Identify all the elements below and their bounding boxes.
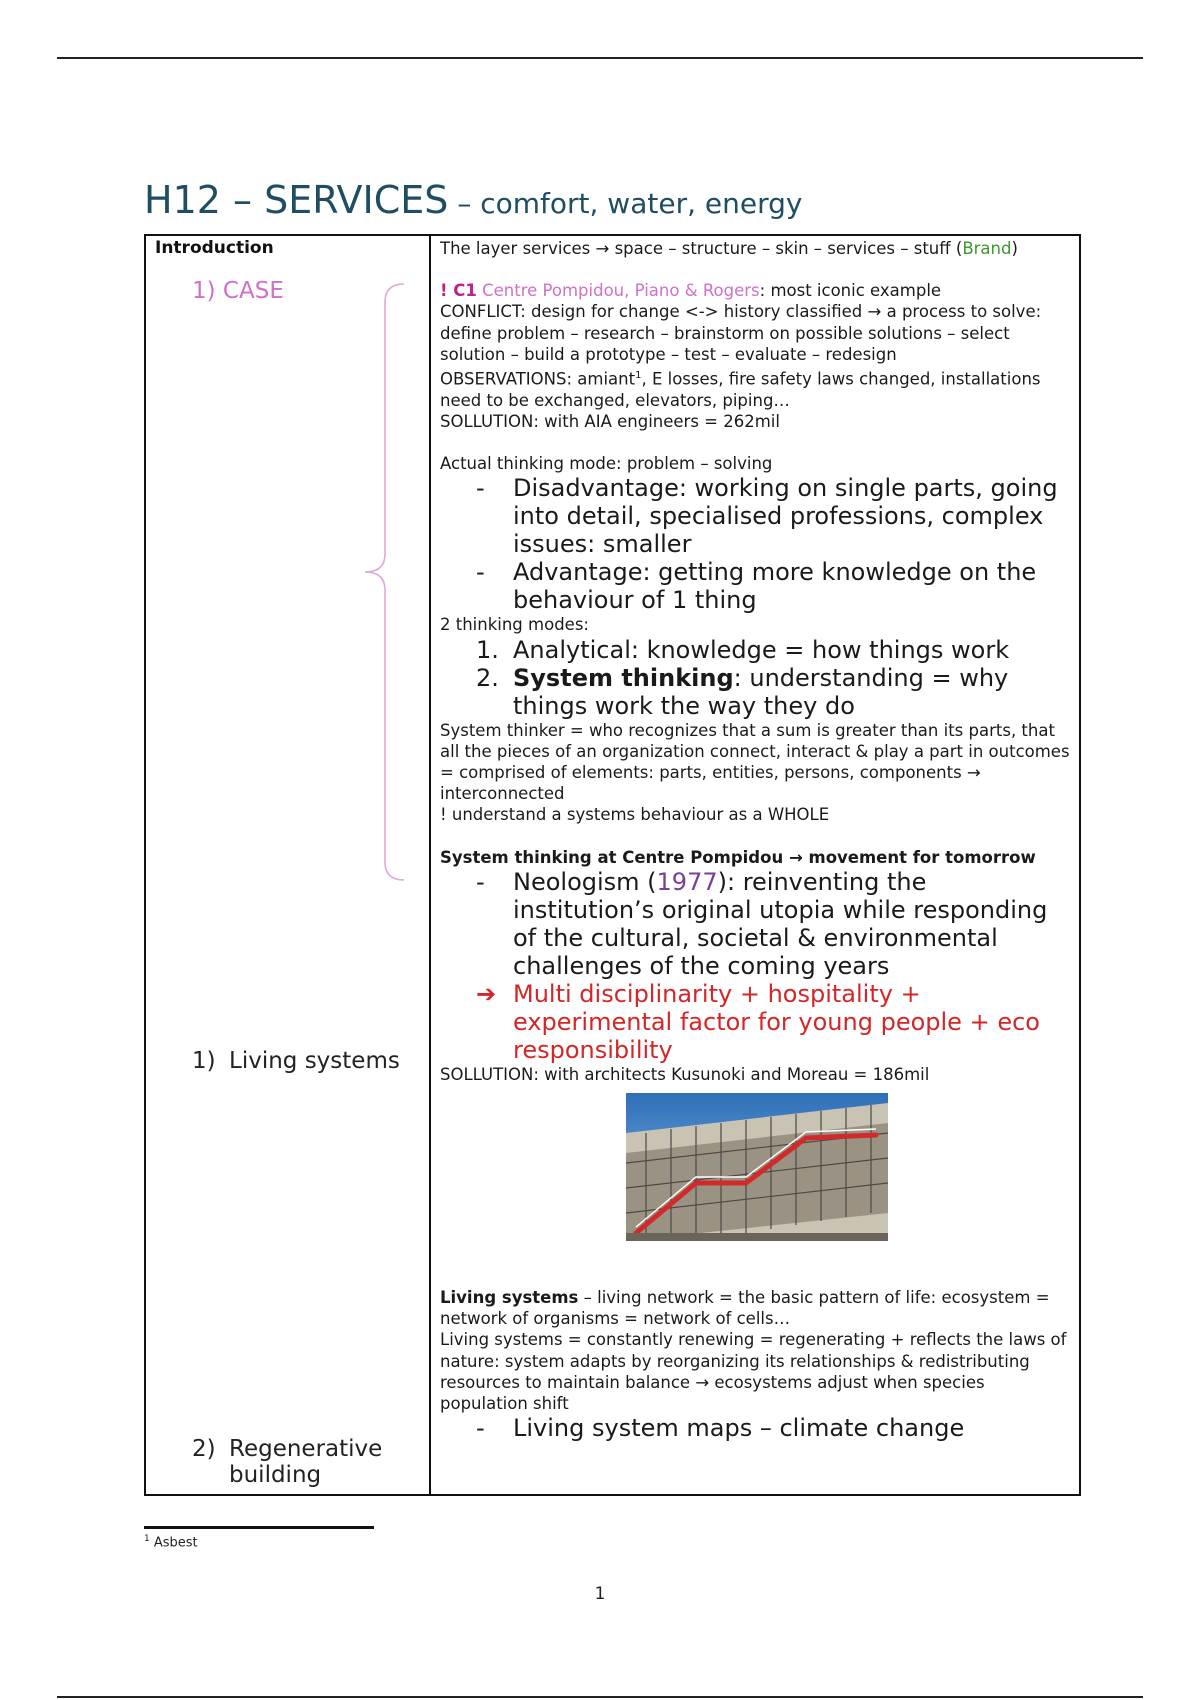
column-divider <box>429 236 431 1494</box>
observations-text <box>440 365 1070 411</box>
layers-text: The layer services → space – structure – skin – services – stuff <box>440 239 951 258</box>
number-1: 1. <box>476 635 499 664</box>
living-systems-paragraph <box>440 1287 1070 1329</box>
dash-bullet: - <box>476 558 485 587</box>
case-label <box>192 278 284 304</box>
actual-thinking: Actual thinking mode: problem – solving <box>440 454 773 474</box>
list-item <box>440 474 1070 558</box>
regen-line2: building <box>229 1462 322 1488</box>
footnote-ref: 1 <box>635 370 642 382</box>
introduction-label: Introduction <box>155 238 274 258</box>
footnote <box>144 1534 198 1550</box>
footnote-separator <box>144 1526 374 1529</box>
footnote-text: Asbest <box>149 1535 198 1551</box>
pompidou-heading-text: System thinking at Centre Pompidou → movement for tomorrow <box>440 847 1036 867</box>
advantage-text: Advantage: getting more knowledge on the behaviour of 1 thing <box>513 558 1037 615</box>
c1-marker: ! C1 <box>440 281 477 301</box>
dash-bullet: - <box>476 1414 485 1443</box>
system-thinker-text: System thinker = who recognizes that a sum is greater than its parts, that all the pieces of an organization connect, interact & play a part in outcomes = comprised of elements: parts, entities, persons, components → interconnected <box>440 720 1070 804</box>
neo-year: 1977 <box>656 867 718 896</box>
brand-reference: Brand <box>962 239 1012 258</box>
neologism-text <box>513 868 1070 980</box>
top-rule <box>57 57 1143 59</box>
living-systems-bold: Living systems <box>440 1287 579 1307</box>
thinking-modes: 2 thinking modes: <box>440 615 589 635</box>
number-2: 2. <box>476 663 499 692</box>
living-systems-rest: – living network = the basic pattern of life: ecosystem = network of organisms = network of cells… <box>440 1287 1050 1329</box>
analytical-text: Analytical: knowledge = how things work <box>513 635 1010 664</box>
title-subtitle: – comfort, water, energy <box>448 187 803 220</box>
list-item <box>440 636 1070 664</box>
pompidou-heading <box>440 847 1070 868</box>
list-item <box>440 558 1070 614</box>
notes-table <box>144 234 1081 1496</box>
bottom-rule <box>57 1696 1143 1698</box>
regen-line1: Regenerative <box>229 1436 383 1462</box>
living-systems-label <box>192 1048 400 1074</box>
case-number: 1) <box>192 278 216 304</box>
notes-column <box>440 238 1070 1442</box>
centre-pompidou-photo <box>626 1093 888 1241</box>
pink-brace <box>359 282 409 882</box>
disadvantage-text: Disadvantage: working on single parts, going into detail, specialised professions, complex issues: smaller <box>513 474 1058 559</box>
dash-bullet: - <box>476 867 485 896</box>
system-thinking-text <box>513 664 1070 720</box>
multidisciplinarity-text: Multi disciplinarity + hospitality + experimental factor for young people + eco responsibility <box>513 979 1040 1064</box>
living-number: 1) <box>192 1048 216 1074</box>
layers-paragraph <box>440 238 1070 259</box>
solution-1: SOLLUTION: with AIA engineers = 262mil <box>440 411 780 431</box>
neo-post: ): reinventing the institution’s original utopia while responding of the cultural, societal & environmental challenges of the coming years <box>513 867 1048 980</box>
footnote-number: 1 <box>144 1534 150 1544</box>
system-thinking-bold: System thinking <box>513 663 734 692</box>
obs-post: , E losses, fire safety laws changed, installations need to be exchanged, elevators, piping… <box>440 369 1041 410</box>
regenerative-building-label <box>192 1436 382 1488</box>
list-item <box>440 1414 1070 1442</box>
case-text: CASE <box>222 278 284 304</box>
list-item <box>440 868 1070 980</box>
paren-close: ) <box>1011 239 1018 258</box>
title-main: H12 – SERVICES <box>144 178 449 222</box>
solution-2: SOLLUTION: with architects Kusunoki and Moreau = 186mil <box>440 1064 930 1084</box>
page-title <box>144 178 802 222</box>
case-c1-heading <box>440 280 1070 301</box>
page-number: 1 <box>594 1584 606 1604</box>
dash-bullet: - <box>476 474 485 503</box>
list-item <box>440 980 1070 1064</box>
list-item <box>440 664 1070 720</box>
living-systems-renewing: Living systems = constantly renewing = regenerating + reflects the laws of nature: system adapts by reorganizing its relationships & redistributing resources to maintain balance → ecosystems adjust when species population shift <box>440 1330 1067 1413</box>
arrow-bullet: ➔ <box>476 979 497 1008</box>
conflict-text: CONFLICT: design for change <-> history classified → a process to solve: define problem – research – brainstorm on possible solutions – select solution – build a prototype – test – evaluate – redesign <box>440 302 1042 364</box>
paren-open: ( <box>955 239 963 258</box>
regen-number: 2) <box>192 1436 216 1462</box>
neo-pre: Neologism ( <box>513 867 657 896</box>
c1-rest: : most iconic example <box>759 281 942 301</box>
whole-note: ! understand a systems behaviour as a WHOLE <box>440 805 830 825</box>
c1-title: Centre Pompidou, Piano & Rogers <box>476 281 760 301</box>
living-text: Living systems <box>229 1048 400 1074</box>
obs-pre: OBSERVATIONS: amiant <box>440 369 636 389</box>
system-thinking-rest: : understanding = why things work the way they do <box>513 663 1009 720</box>
living-system-maps-text: Living system maps – climate change <box>513 1414 965 1443</box>
